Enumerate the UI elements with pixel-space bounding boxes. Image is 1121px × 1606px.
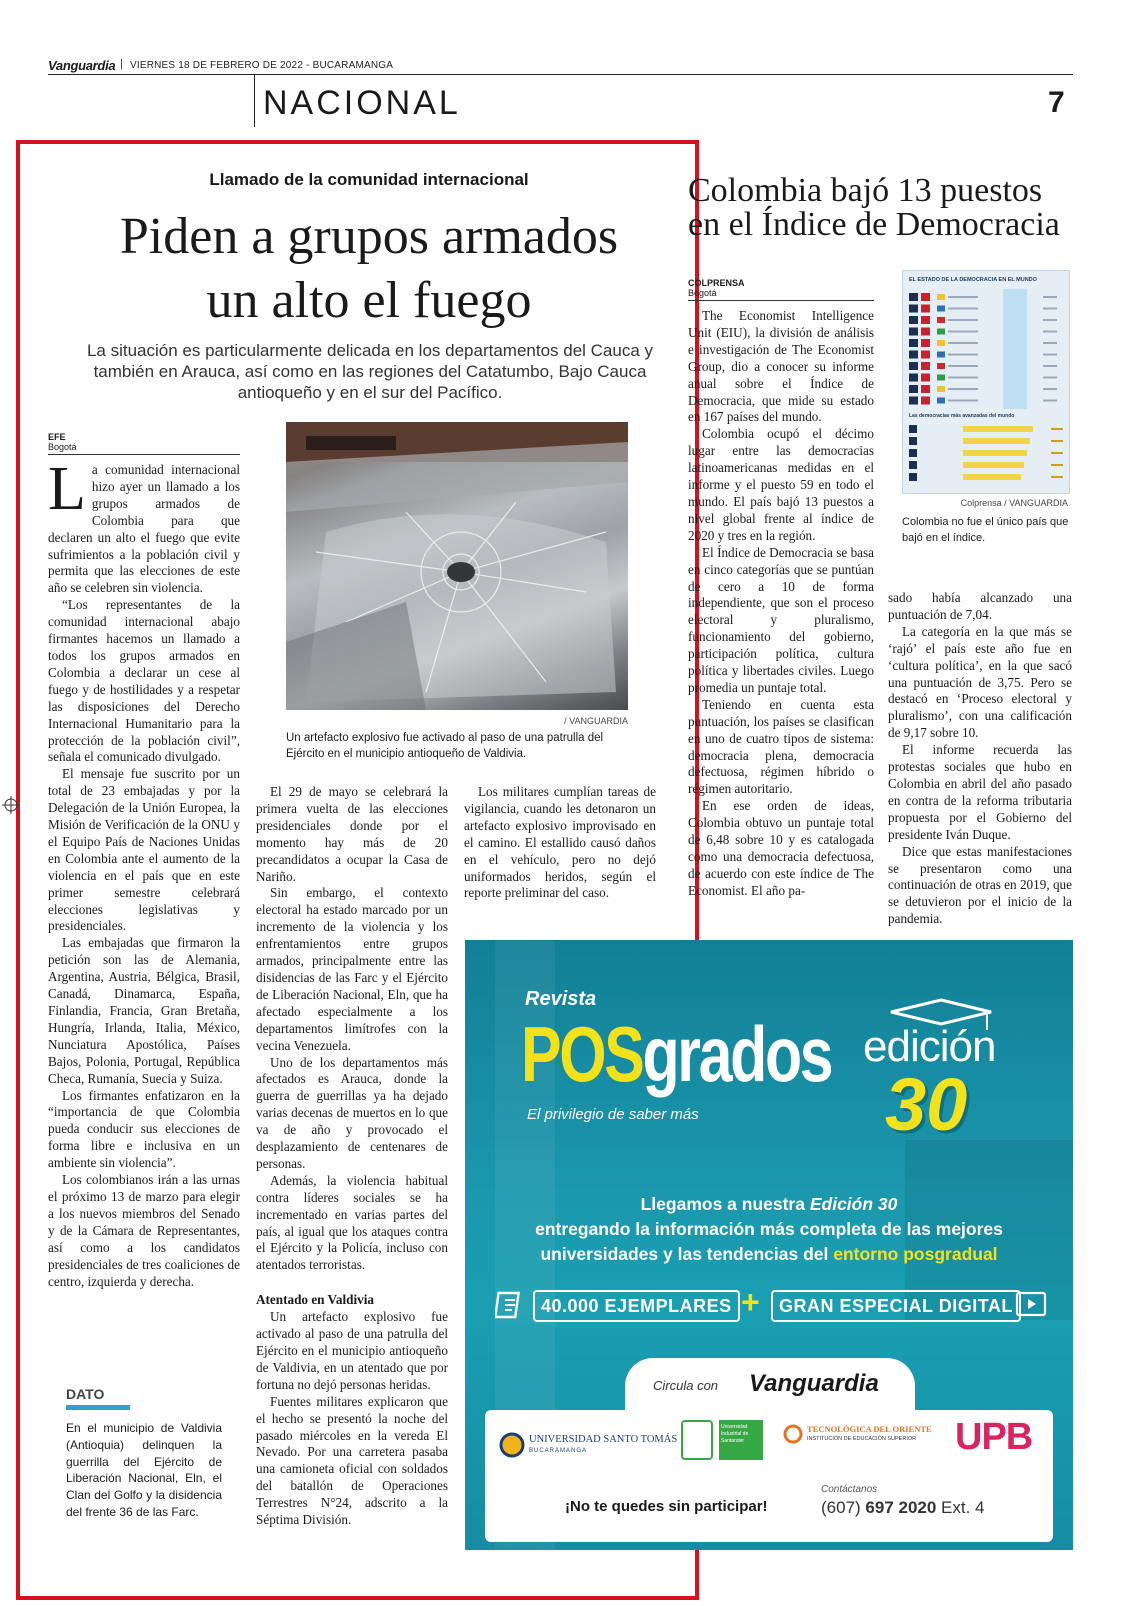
paragraph: El 29 de mayo se celebrará la primera vuelta de las elecciones presidenciales donde por el momento hay más de 20 precandidatos a ocupar la Casa de Nariño. (256, 784, 448, 884)
side-byline-city: Bogotá (688, 288, 717, 298)
rank-badge (909, 351, 918, 359)
top-score-bar (963, 450, 1027, 456)
rank-change-badge (921, 374, 930, 382)
country-name-placeholder (948, 400, 978, 402)
ad-revista-label: Revista (525, 988, 597, 1010)
byline-city: Bogotá (48, 442, 77, 452)
country-name-placeholder (948, 377, 978, 379)
side-column-1 (688, 308, 874, 900)
top-rank-badge (909, 437, 917, 445)
masthead-rule (48, 74, 1073, 75)
side-byline (688, 278, 874, 298)
country-flag (937, 294, 945, 300)
byline-agency: EFE (48, 432, 66, 442)
score-placeholder (1043, 342, 1057, 344)
infographic-subtitle: Las democracias más avanzadas del mundo (909, 413, 1015, 419)
logo-tecnologica-text: TECNOLÓGICA DEL ORIENTE (807, 1424, 932, 1434)
country-flag (937, 352, 945, 358)
paragraph: El informe recuerda las protestas sociales que hubo en Colombia en abril del año pasado en contra de la reforma tributaria propuesta por el Gobierno del presidente Iván Duque. (888, 742, 1072, 842)
infographic-title: EL ESTADO DE LA DEMOCRACIA EN EL MUNDO (909, 277, 1037, 283)
democracy-ranking-graphic (903, 271, 1069, 493)
ranking-rows (909, 293, 1057, 405)
score-placeholder (1043, 331, 1057, 333)
ad-message (465, 1192, 1073, 1267)
paragraph: En ese orden de ideas, Colombia obtuvo un puntaje total de 6,48 sobre 10 y es catalogada como una democracia defectuosa, de acuerdo con este índice de The Economist. El año pa- (688, 798, 874, 898)
damaged-windshield-image (286, 422, 628, 710)
ad-edition-label: edición (863, 1022, 996, 1071)
ad-edition-number: 30 (885, 1063, 968, 1146)
rank-badge (909, 305, 918, 313)
country-flag (937, 363, 945, 369)
rank-badge (909, 328, 918, 336)
masthead-date: VIERNES 18 DE FEBRERO DE 2022 - BUCARAMANGA (130, 60, 394, 71)
paragraph: El mensaje fue suscrito por un total de 23 embajadas y por la Delegación de la Unión Europea, la Misión de Verificación de la ONU y el Equipo País de Naciones Unidas en Colombia ante el aumento de la violencia en el país que en este primer semestre celebrará elecciones legislativas y presidenciales. (48, 766, 240, 934)
tecnologica-seal-icon (783, 1424, 803, 1444)
ad-offer-strip (493, 1284, 1049, 1322)
score-placeholder (1043, 319, 1057, 321)
top-score-bar (963, 426, 1033, 432)
ad-message-line-1 (465, 1192, 1073, 1217)
ad-message-line-2: entregando la información más completa de las mejores (535, 1219, 1003, 1239)
dato-title: DATO (66, 1386, 105, 1402)
posgrados-advertisement[interactable] (465, 940, 1073, 1550)
country-flag (937, 375, 945, 381)
masthead-logo: Vanguardia (48, 58, 116, 73)
section-title: NACIONAL (263, 84, 461, 122)
article-column-3 (464, 784, 656, 902)
paragraph: Colombia ocupó el décimo lugar entre las democracias latinoamericanas medidas en el informe y el puesto 59 en todo el mundo. El país bajó 13 puestos a nivel global frente al índice de 2020 y tres en la región. (688, 426, 874, 543)
article-kicker: Llamado de la comunidad internacional (209, 170, 529, 189)
rank-badge (909, 385, 918, 393)
rank-change-badge (921, 362, 930, 370)
rank-badge (909, 397, 918, 405)
paragraph: The Economist Intelligence Unit (EIU), la división de análisis e investigación de The Economist Group, dio a conocer su informe anual sobre el Índice de Democracia, que mide su estado en 167 países del mundo. (688, 308, 874, 425)
paragraph: El Índice de Democracia se basa en cinco categorías que se puntúan de cero a 10 de forma independiente, que son el proceso electoral y pluralismo, funcionamiento del gobierno, participación política, cultura política y libertades civiles. Luego promedia un puntaje total. (688, 544, 874, 695)
top-score-bar (963, 474, 1021, 480)
ad-especial-label: GRAN ESPECIAL DIGITAL (771, 1290, 1021, 1322)
country-name-placeholder (948, 388, 978, 390)
country-name-placeholder (948, 342, 978, 344)
ad-cta: ¡No te quedes sin participar! (565, 1498, 768, 1515)
paragraph: Uno de los departamentos más afectados es Arauca, donde la guerra de guerrillas ya ha dejado varias decenas de muertos en lo que va de año y provocado el desplazamiento de centenares de personas. (256, 1054, 448, 1171)
paragraph: Fuentes militares explicaron que el hecho se presentó la noche del pasado miércoles en la vereda El Nevado. Por una carretera pasaba una camioneta oficial con soldados del batallón de Operaciones Terrestres N°24, adscrito a la Séptima División. (256, 1393, 448, 1528)
paragraph: sado había alcanzado una puntuación de 7,04. (888, 590, 1072, 622)
ad-message-text: universidades y las tendencias del (540, 1244, 834, 1264)
top-score-bar (963, 438, 1030, 444)
paragraph: “Los representantes de la comunidad internacional abajo firmantes hacemos un llamado a todos los grupos armados en Colombia a declarar un cese al fuego y de hostilidades y a respetar las disposiciones del Derecho Internacional Humanitario para la protección de la población civil”, señala el comunicado divulgado. (48, 597, 240, 765)
infographic-credit: Colprensa / VANGUARDIA (960, 498, 1068, 508)
masthead-separator: | (120, 58, 123, 70)
democracy-infographic (902, 270, 1070, 494)
ad-circula-brand: Vanguardia (749, 1370, 879, 1397)
article-photo (286, 422, 628, 710)
country-flag (937, 386, 945, 392)
section-divider (254, 75, 255, 127)
paragraph: Un artefacto explosivo fue activado al paso de una patrulla del Ejército en el municipio antioqueño de Valdivia, en un atentado que por fortuna no dejó personas heridas. (256, 1309, 448, 1392)
rank-badge (909, 316, 918, 324)
logo-santo-tomas-text: UNIVERSIDAD SANTO TOMÁS (529, 1434, 678, 1445)
ad-brand-pos: POS (521, 1010, 643, 1098)
country-flag (937, 306, 945, 312)
dato-accent-bar (66, 1405, 130, 1410)
rank-change-badge (921, 339, 930, 347)
side-byline-rule (688, 300, 874, 301)
score-placeholder (1043, 365, 1057, 367)
score-placeholder (1043, 296, 1057, 298)
logo-tecnologica-sub: INSTITUCIÓN DE EDUCACIÓN SUPERIOR (807, 1436, 917, 1442)
article-column-2 (256, 784, 448, 1529)
country-name-placeholder (948, 308, 978, 310)
top-rank-badge (909, 425, 917, 433)
top-score-placeholder (1051, 476, 1063, 478)
top-rank-badge (909, 449, 917, 457)
ad-circula-label: Circula con (653, 1378, 719, 1393)
rank-change-badge (921, 293, 930, 301)
rank-change-badge (921, 305, 930, 313)
top-score-placeholder (1051, 440, 1063, 442)
article-column-1 (48, 455, 240, 1290)
ad-tagline: El privilegio de saber más (527, 1106, 699, 1123)
ad-contact-ext: Ext. 4 (936, 1498, 985, 1517)
top-ranking-rows (909, 425, 1063, 481)
ad-brand-grados: grados (642, 1010, 832, 1098)
country-name-placeholder (948, 331, 978, 333)
country-name-placeholder (948, 296, 978, 298)
ad-contact-prefix: (607) (821, 1498, 866, 1517)
rank-change-badge (921, 316, 930, 324)
top-score-placeholder (1051, 452, 1063, 454)
country-name-placeholder (948, 354, 978, 356)
photo-caption: Un artefacto explosivo fue activado al paso de una patrulla del Ejército en el municipio antioqueño de Valdivia. (286, 732, 604, 760)
ad-brand (521, 1010, 832, 1098)
rank-badge (909, 374, 918, 382)
top-score-bar (963, 462, 1024, 468)
country-name-placeholder (948, 365, 978, 367)
logo-uis (681, 1420, 761, 1460)
santo-tomas-seal-icon (499, 1432, 525, 1458)
ad-contact-phone[interactable] (821, 1498, 985, 1518)
score-placeholder (1043, 354, 1057, 356)
ad-contact-number: 697 2020 (865, 1498, 937, 1517)
country-flag (937, 398, 945, 404)
logo-santo-tomas-sub: BUCARAMANGA (529, 1448, 588, 1454)
score-placeholder (1043, 308, 1057, 310)
rank-change-badge (921, 385, 930, 393)
paragraph: Teniendo en cuenta esta puntuación, los países se clasifican en uno de cuatro tipos de sistema: democracia plena, democracia defectuosa, régimen híbrido o régimen autoritario. (688, 696, 874, 797)
registration-mark-icon (2, 796, 20, 814)
rank-change-badge (921, 328, 930, 336)
logo-uis-text: Universidad Industrial de Santander (719, 1420, 763, 1460)
score-placeholder (1043, 400, 1057, 402)
dato-text: En el municipio de Valdivia (Antioquia) delinquen la guerrilla del Ejército de Liberación Nacional, Eln, el Clan del Golfo y la disidencia del frente 36 de las Farc. (66, 1421, 222, 1519)
magazine-icon (495, 1290, 525, 1320)
ad-plus-sign: + (741, 1284, 760, 1320)
ad-message-highlight: entorno posgradual (833, 1244, 998, 1264)
country-name-placeholder (948, 319, 978, 321)
ad-message-highlight: Edición 30 (809, 1194, 898, 1214)
country-flag (937, 329, 945, 335)
page-number: 7 (1048, 86, 1065, 119)
paragraph: Sin embargo, el contexto electoral ha estado marcado por un incremento de la violencia y los enfrentamientos entre grupos armados, principalmente entre las disidencias de las Farc y el Ejército de Liberación Nacional, Eln, que ha afectado especialmente a los departamentos limítrofes con la vecina Venezuela. (256, 885, 448, 1053)
ad-ejemplares-label: 40.000 EJEMPLARES (533, 1290, 740, 1322)
paragraph (48, 455, 240, 597)
infographic-caption: Colombia no fue el único país que bajó en el índice. (902, 516, 1069, 544)
rank-badge (909, 293, 918, 301)
paragraph: Además, la violencia habitual contra líderes sociales se ha incrementado en varias partes del país, al igual que los ataques contra el Ejército y la Policía, incluso con atentados terroristas. (256, 1172, 448, 1273)
rank-change-badge (921, 397, 930, 405)
side-headline: Colombia bajó 13 puestos en el Índice de Democracia (688, 172, 1060, 243)
article-headline (50, 205, 688, 333)
paragraph: Los firmantes enfatizaron en la “importancia de que Colombia pueda conducir sus elecciones de forma libre e inclusiva en un ambiente sin violencia”. (48, 1087, 240, 1171)
photo-credit: / VANGUARDIA (564, 716, 628, 726)
top-rank-badge (909, 461, 917, 469)
headline-line-1: Piden a grupos armados (119, 208, 619, 265)
side-byline-agency: COLPRENSA (688, 278, 745, 288)
side-column-2 (888, 590, 1072, 928)
uis-seal-icon (681, 1420, 713, 1460)
paragraph: Los militares cumplían tareas de vigilancia, cuando les detonaron un artefacto explosivo improvisado en el camino. El estallido causó daños en el vehículo, pero no dejó uniformados heridos, según el reporte preliminar del caso. (464, 784, 656, 901)
rank-badge (909, 362, 918, 370)
article-deck: La situación es particularmente delicada en los departamentos del Cauca y también en Arauca, así como en las regiones del Catatumbo, Bajo Cauca antioqueño y en el sur del Pacífico. (86, 341, 654, 402)
rank-badge (909, 339, 918, 347)
headline-line-2: un alto el fuego (206, 272, 532, 329)
subheading: Atentado en Valdivia (256, 1292, 374, 1308)
top-score-placeholder (1051, 428, 1063, 430)
paragraph: La categoría en la que más se ‘rajó’ el país este año fue en ‘cultura política’, en la que sacó una puntuación de 3,75. Pero se destacó en ‘Proceso electoral y pluralismo’, con una calificación de 9,17 sobre 10. (888, 623, 1072, 741)
top-rank-badge (909, 473, 917, 481)
paragraph: Los colombianos irán a las urnas el próximo 13 de marzo para elegir a los nuevos miembros del Senado y de la Cámara de Representantes, así como a los candidatos presidenciales de tres coaliciones de centro, izquierda y derecha. (48, 1172, 240, 1289)
country-flag (937, 317, 945, 323)
dropcap: L (48, 455, 86, 523)
ad-message-line-3 (465, 1242, 1073, 1267)
ad-message-text: Llegamos a nuestra (640, 1194, 810, 1214)
byline (48, 432, 240, 452)
ad-sponsors-panel (485, 1410, 1053, 1542)
top-score-placeholder (1051, 464, 1063, 466)
paragraph: Dice que estas manifestaciones se presentaron como una continuación de otras en 2019, que se detuvieron por el inicio de la pandemia. (888, 843, 1072, 927)
logo-upb: UPB (955, 1416, 1033, 1458)
video-player-icon (1015, 1290, 1049, 1320)
ad-contact-label: Contáctanos (821, 1484, 878, 1495)
ad-edition-badge (861, 996, 1031, 1146)
country-flag (937, 340, 945, 346)
score-placeholder (1043, 388, 1057, 390)
ad-circula-tab (625, 1358, 915, 1414)
score-placeholder (1043, 377, 1057, 379)
rank-change-badge (921, 351, 930, 359)
paragraph: Las embajadas que firmaron la petición son las de Alemania, Argentina, Austria, Bélgica, Brasil, Canadá, Dinamarca, España, Finlandia, Francia, Gran Bretaña, Hungría, Irlanda, Italia, México, Nunciatura Apostólica, Países Bajos, Polonia, Portugal, República Checa, Rumanía, Suecia y Suiza. (48, 935, 240, 1086)
paragraph-text: a comunidad internacional hizo ayer un llamado a los grupos armados de Colombia para que declaren un alto el fuego que evite sufrimientos a la población civil y permita que las elecciones de este año se celebren sin violencia. (48, 462, 240, 596)
